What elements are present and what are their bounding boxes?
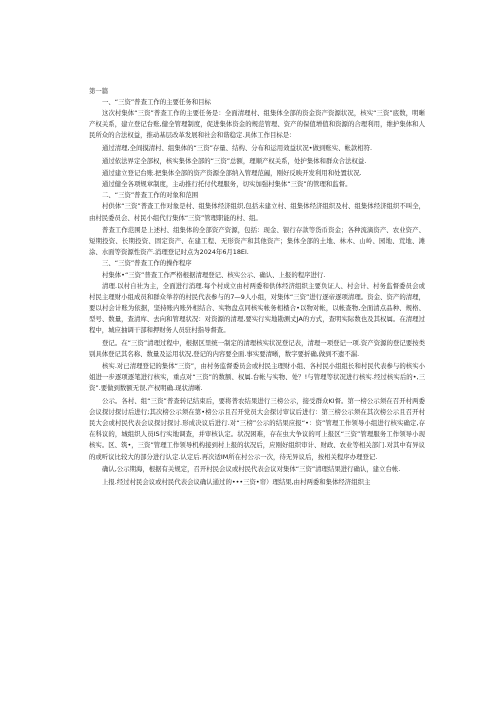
paragraph: 公示。各村、组“三资”普查转记结束后，要将普农结果进行三榜公示，接受群众Kl督。第一榜公示须在召开村两委会议探讨探讨后进行;其次榜公示须在第•榜公示且召开党员大会探讨审议后进行：第三榜公示须在其次榜公示且召开村民大会或村民代表会议探讨探讨.形成决议后进行.对“三榜”公示的结果应报“•：资”管理工作领导小组进行核实确定,存在科议的，城组织人员IS行实地调查，并审核认定。状况困难，存在虫大争议的可上报区“三资”管理服务工作领导小现核实。区、筑•，三资”管理工作领导机构接到村上报的状况后，应刚好组织审计、财政、农业等相关部门.对其中有异议的或听议比较大的部分进行认定.认定后.再次适IM所在村公示一次，待无异议后，按相关程序办理登记. (89, 397, 425, 461)
paragraph: 通过依法界定全部权，核实集体全部的“三资”总额，理顺产权关系，处护集体和群众合法权益. (102, 156, 367, 165)
document-body (89, 86, 425, 488)
paragraph: 核实.对已清理登记的集体“三资”，由村务监督委员会或村民主理财小组、各村民小组组长和村民代表参与的核实小姐进一步逐项逐笔进行核实，重点对“三资”的数额、权属.台帐与实物、处？!与管理等状况进行核实.经过核实后的•,三资”.要做到数额无误,产权明确.现状清晰. (89, 362, 425, 393)
paragraph: 清理.以村自社为主，全面进行消理.每个村成立由村两委和供体经济组织主要负证人、村会计、村务监督委员会或村民主理财小组成员和群众举荐的村民代表参与的7—9人小组，对集体“三资”进行逐帝逐项清理。资金、资产的清理，要以村会计账为依据，坚持账内账外相结合、实物盘点同核实帐务相楂合•以物对帐，以帐查物,全面清点品种、规格、型号、数量，查清库、去向和管理状况：对资源的清理,要实行实地勘测丈JA的方式，查明实际数也及其权属。在清理过程中，城应抽调干部和押财务人员驻村指导督查。 (89, 281, 425, 334)
paragraph: 普查工作范围是上述村、组集体的全部资产资源，包括：现金、银行存款等货币资金；各种流滴资产、农业资产、短期投资、长期投资、固定资产、在建工程、无形资产和其他资产；集体全部的土地、林木、山岭、园地、荒地、滩涂、水面等资源性资产.消理登记时点为2024年6月18El. (89, 226, 425, 257)
document-heading: 第一篇 (89, 87, 109, 95)
paragraph: 通过清理,全间摸清村、组集体的“三资”存量、结构、分布和运用效益状况•做到账实、帐款相符. (102, 143, 373, 152)
paragraph: 这次村集体“三资”普查工作的主要任务是：全面清理村、组集体全部的资金资产资源状况，核实“三资”底数，明晰产权关系，建立登记台账,健全管理制度，促进集体资金的规范管理、资产的保值增值和资源的合理利用，维护集体和人民所众的合法权益，推动基层改革发展和社会和谐稳定.具体工作目标是： (89, 109, 425, 140)
paragraph: 村供体“三资”普查工作对象是村、组集体经济组织,包括未建立村、组集体经济组织及村、组集体经济组织不叫全，由村民委员会、村民小组代行集体“三资”管理职能的村、组。 (89, 202, 425, 222)
paragraph: 村集体•“三资”普查工作严格根据清理登记、核实公示、确认、上报的程序进行. (102, 270, 326, 279)
section-heading: 三、“三资”普查工作的操作程序 (102, 259, 192, 268)
paragraph: 通过健全各项规章制度，主动推行托付代理服务，切实加强村集体“三资”的管理和监督。 (102, 180, 352, 189)
section-heading: 二、“三资”普查工作的对象和范围 (102, 191, 199, 200)
paragraph: 通过建立登记台账.把集体全部的资产资源全部纳入管理范阖，刚好反映开发利用和处置状况. (102, 169, 362, 178)
section-heading: 一、“三资”普查工作的主要任务和目标 (102, 98, 211, 107)
paragraph: 上报.经过村民会议或村民代表会议确认通过的•••三资•帘）理结果,由村两委和集体经济组织主 (102, 477, 371, 486)
paragraph: 登记。在“三资”清理过程中，根据区里统一制定的清理核实状况登记表，清理一项登记一项.资产资源的登记要按类别具体登记其名称、数量及运用状况,登记的内容要全面.事实要清晰，数字要折确,做到不遗不漏. (89, 338, 425, 358)
paragraph: 确认,公示期海，根据有关规定，召开村民会议或村民代表会议对集体“三资”清理结果进行确认，建立台帐. (102, 465, 401, 474)
